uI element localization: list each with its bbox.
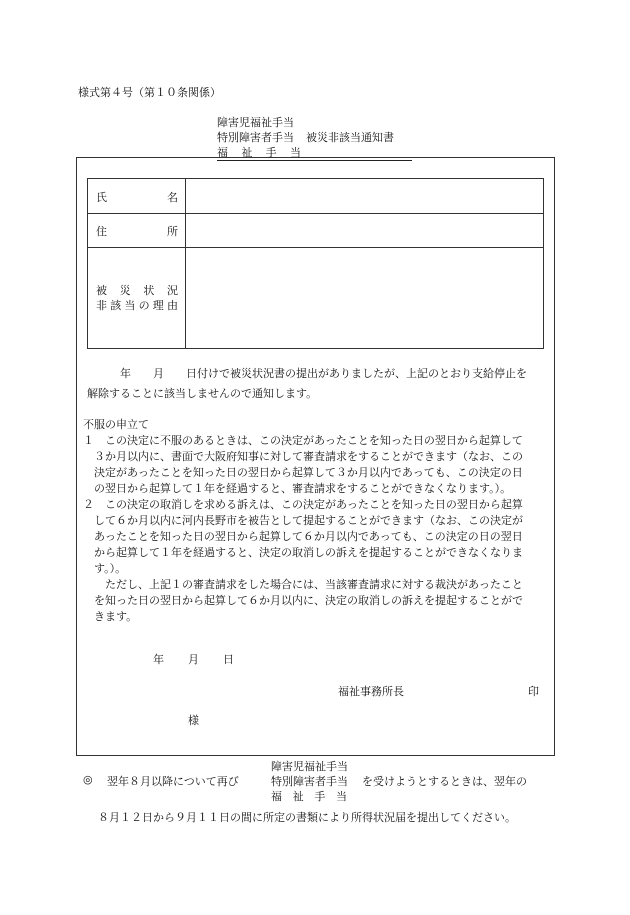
title-char: 福 [217,146,228,159]
address-field[interactable] [188,215,542,245]
appeal-line: 決定があったことを知った日の翌日から起算して３か月以内であっても、この決定の日 [83,466,523,479]
appeal-line: ２ この決定の取消しを求める訴えは、この決定があったことを知った日の翌日から起算 [83,498,523,511]
notice-title [217,115,412,161]
table-divider [88,213,543,214]
appeal-line: ３か月以内に、書面で大阪府知事に対して審査請求をすることができます（なお、この [83,450,523,463]
issuer-title: 福祉事務所長 [338,685,404,698]
name-label: 氏 名 [96,191,178,204]
reason-field[interactable] [188,249,542,347]
footer-mark: ◎ [83,773,93,786]
recipient-table [87,178,544,349]
appeal-heading: 不服の申立て [83,418,149,431]
title-line-1: 障害児福祉手当 [217,116,294,129]
appeal-line: から起算して１年を経過すると、決定の取消しの訴えを提起することができなくなりま [83,546,523,559]
notice-line: 年 月 日付けで被災状況書の提出がありましたが、上記のとおり支給停止を [87,367,527,380]
name-field[interactable] [188,181,542,211]
appeal-line: す。）。 [83,562,127,575]
date-day: 日 [223,653,234,666]
title-line-2 [217,130,412,145]
address-label: 住 所 [96,225,178,238]
form-number-label: 様式第４号（第１０条関係） [78,86,221,99]
appeal-line: ただし、上記１の審査請求をした場合には、当該審査請求に対する裁決があったこと [83,578,523,591]
appeal-line: きます。 [83,610,138,623]
appeal-section [83,433,523,625]
reason-label: 被 災 状 況 非 該 当 の 理 由 [96,284,178,312]
title-line-2-doc: 被災非該当通知書 [306,131,394,144]
appeal-line: あったことを知った日の翌日から起算して６か月以内であっても、この決定の日の翌日 [83,530,523,543]
issue-date [153,651,234,667]
appeal-line: を知った日の翌日から起算して６か月以内に、決定の取消しの訴えを提起することがで [83,594,523,607]
appeal-line: して６か月以内に河内長野市を被告として提起することができます（なお、この決定が [83,514,523,527]
footer-line-2: ８月１２日から９月１１日の間に所定の書類により所得状況届を提出してください。 [98,811,516,824]
footer-stack-mid: 特別障害者手当 [271,775,348,788]
appeal-line: １ この決定に不服のあるときは、この決定があったことを知った日の翌日から起算して [83,434,523,447]
date-month: 月 [188,653,199,666]
footer-prefix: 翌年８月以降について再び [107,775,239,788]
notice-line: 解除することに該当しませんので通知します。 [87,387,318,400]
notice-body [87,364,527,404]
footer-stack-bottom: 福 祉 手 当 [271,790,347,803]
table-divider [88,247,543,248]
footer-suffix: を受けようとするときは、翌年の [362,775,527,788]
title-char: 手 [265,146,277,159]
title-line-2-allowance: 特別障害者手当 [217,131,294,144]
date-year: 年 [153,653,164,666]
seal-mark: 印 [528,685,539,698]
footer-stack-top: 障害児福祉手当 [271,760,348,773]
title-char: 当 [289,146,301,159]
appeal-line: の翌日から起算して１年を経過すると、審査請求をすることができなくなります。）。 [83,482,512,495]
recipient-honorific: 様 [188,714,199,727]
table-column-divider [185,179,186,348]
title-char: 祉 [241,146,253,159]
